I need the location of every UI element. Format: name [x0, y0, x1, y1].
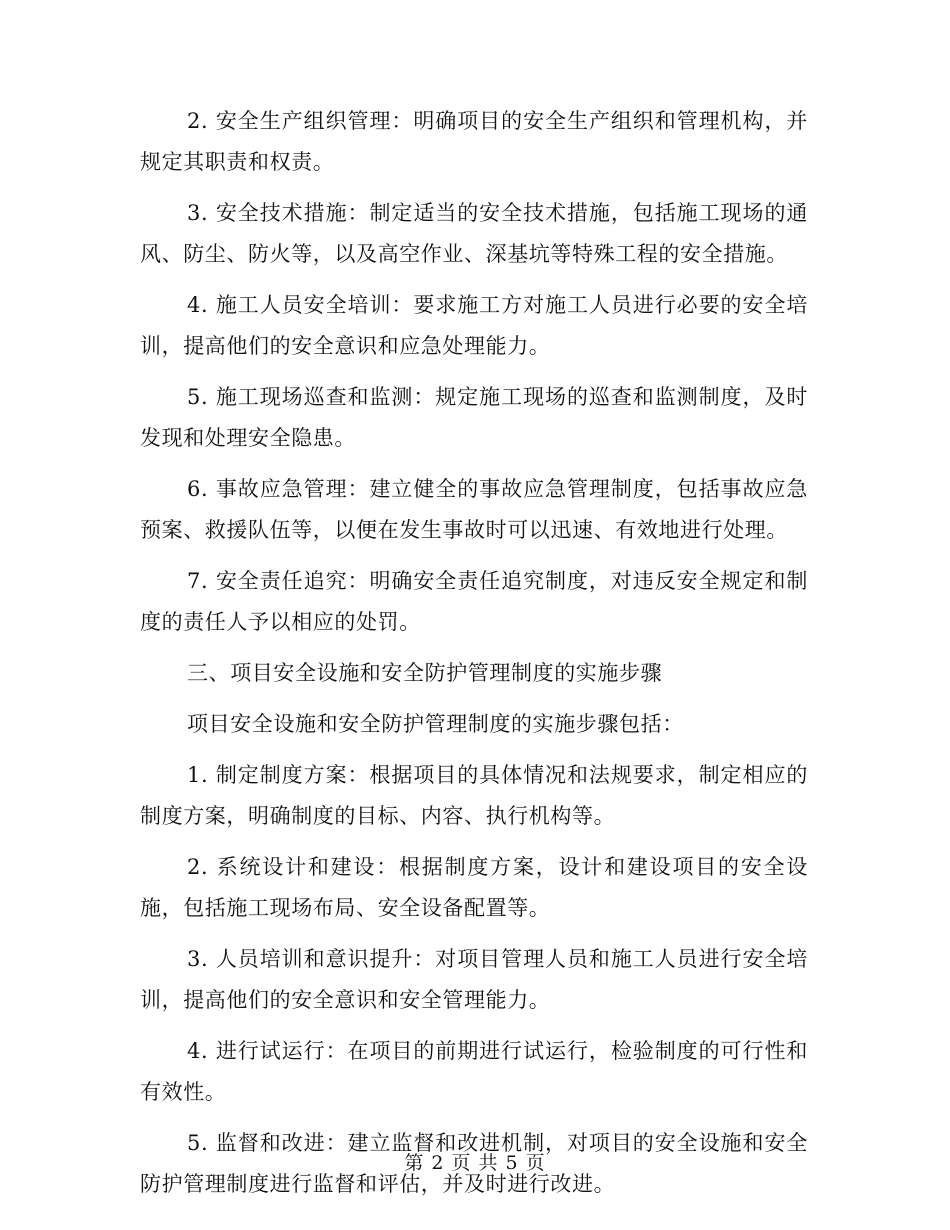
paragraph-item-4-personnel-training: 4. 施工人员安全培训：要求施工方对施工人员进行必要的安全培训，提高他们的安全意识和应急处理能力。: [140, 293, 808, 358]
paragraph-intro-steps: 项目安全设施和安全防护管理制度的实施步骤包括：: [187, 712, 684, 736]
paragraph-item-3-technical-measures: 3. 安全技术措施：制定适当的安全技术措施，包括施工现场的通风、防尘、防火等，以及高空作业、深基坑等特殊工程的安全措施。: [140, 201, 808, 266]
paragraph-item-2-safety-organization: 2. 安全生产组织管理：明确项目的安全生产组织和管理机构，并规定其职责和权责。: [140, 109, 808, 174]
paragraph-step-4-trial-run: 4. 进行试运行：在项目的前期进行试运行，检验制度的可行性和有效性。: [140, 1039, 808, 1104]
paragraph-item-7-accountability: 7. 安全责任追究：明确安全责任追究制度，对违反安全规定和制度的责任人予以相应的处罚。: [140, 569, 808, 634]
document-body: [140, 101, 808, 1205]
paragraph-step-2-design: 2. 系统设计和建设：根据制度方案，设计和建设项目的安全设施，包括施工现场布局、安全设备配置等。: [140, 855, 808, 920]
paragraph-step-5-supervision: 5. 监督和改进：建立监督和改进机制，对项目的安全设施和安全防护管理制度进行监督和评估，并及时进行改进。: [140, 1131, 808, 1196]
paragraph-step-3-training: 3. 人员培训和意识提升：对项目管理人员和施工人员进行安全培训，提高他们的安全意识和安全管理能力。: [140, 947, 808, 1012]
page-number-footer: 第 2 页 共 5 页: [404, 1152, 546, 1174]
section-heading-implementation-steps: 三、项目安全设施和安全防护管理制度的实施步骤: [187, 661, 663, 685]
paragraph-item-5-site-inspection: 5. 施工现场巡查和监测：规定施工现场的巡查和监测制度，及时发现和处理安全隐患。: [140, 385, 808, 450]
paragraph-item-6-emergency-management: 6. 事故应急管理：建立健全的事故应急管理制度，包括事故应急预案、救援队伍等，以便在发生事故时可以迅速、有效地进行处理。: [140, 477, 808, 542]
paragraph-step-1-plan: 1. 制定制度方案：根据项目的具体情况和法规要求，制定相应的制度方案，明确制度的目标、内容、执行机构等。: [140, 763, 808, 828]
